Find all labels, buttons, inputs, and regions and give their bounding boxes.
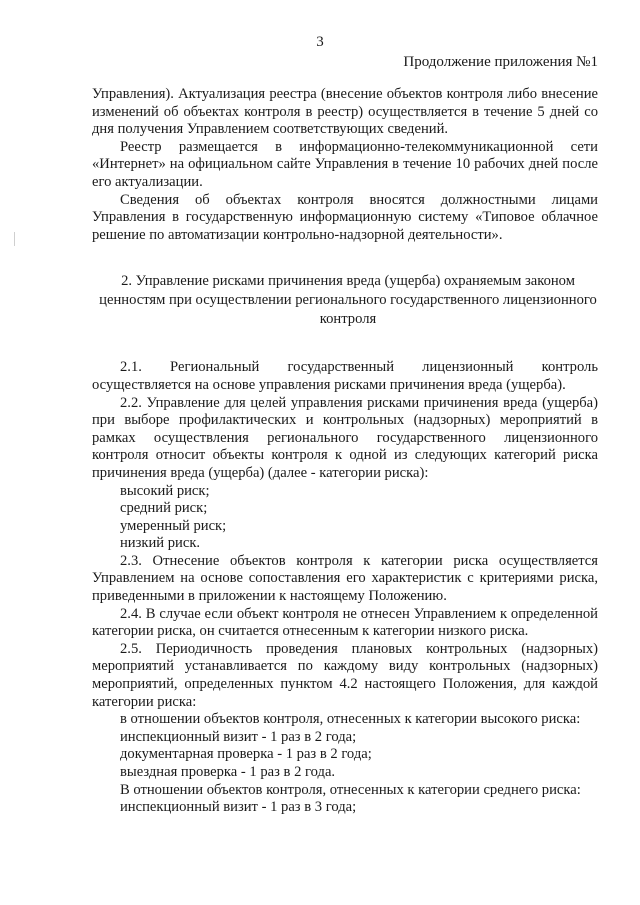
high-risk-item: инспекционный визит - 1 раз в 2 года; (120, 728, 357, 745)
paragraph-2-4: 2.4. В случае если объект контроля не отнесен Управлением к определенной категории риска, он считается отнесенным к категории низкого риска. (92, 605, 598, 640)
high-risk-item: документарная проверка - 1 раз в 2 года; (120, 746, 372, 763)
risk-category-item: высокий риск; (120, 482, 210, 499)
paragraph-2-5: 2.5. Периодичность проведения плановых контрольных (надзорных) мероприятий устанавливается по каждому виду контрольных (надзорных) мероприятий, определенных пунктом 4.2 настоящего Положения, для каждой категории риска: (92, 640, 598, 710)
paragraph-2-3: 2.3. Отнесение объектов контроля к категории риска осуществляется Управлением на основе сопоставления его характеристик с критериями риска, приведенными в приложении к настоящему Положению. (92, 552, 598, 605)
section-heading: 2. Управление рисками причинения вреда (ущерба) охраняемым законом ценностям при осуществлении регионального государственного лицензионного контроля (99, 273, 597, 328)
risk-category-item: средний риск; (120, 500, 208, 517)
risk-category-item: низкий риск. (120, 535, 201, 552)
medium-risk-intro: В отношении объектов контроля, отнесенных к категории среднего риска: (120, 781, 581, 798)
paragraph-registry-publication: Реестр размещается в информационно-телекоммуникационной сети «Интернет» на официальном сайте Управления в течение 10 рабочих дней после его актуализации. (92, 138, 598, 190)
appendix-header: Продолжение приложения №1 (403, 54, 598, 70)
paragraph-2-1: 2.1. Региональный государственный лицензионный контроль осуществляется на основе управления рисками причинения вреда (ущерба). (92, 359, 598, 393)
page-number: 3 (316, 34, 324, 50)
paragraph-registry-information-system: Сведения об объектах контроля вносятся должностными лицами Управления в государственную информационную систему «Типовое облачное решение по автоматизации контрольно-надзорной деятельности». (92, 191, 598, 243)
high-risk-item: выездная проверка - 1 раз в 2 года. (120, 764, 336, 780)
paragraph-2-2: 2.2. Управление для целей управления рисками причинения вреда (ущерба) при выборе профилактических и контрольных (надзорных) мероприятий в рамках осуществления регионального государственного лицензионного контроля относит объекты контроля к одной из следующих категорий риска причинения вреда (ущерба) (далее - категории риска): (92, 394, 598, 481)
risk-category-item: умеренный риск; (120, 517, 227, 534)
medium-risk-item: инспекционный визит - 1 раз в 3 года; (120, 799, 357, 816)
document-body (92, 86, 598, 817)
high-risk-intro: в отношении объектов контроля, отнесенных к категории высокого риска: (120, 711, 581, 728)
scan-artifact (14, 232, 15, 246)
paragraph-registry-update: Управления). Актуализация реестра (внесение объектов контроля либо внесение изменений об объектах контроля в реестр) осуществляется в течение 5 дней со дня получения Управлением соответствующих сведений. (92, 86, 598, 138)
